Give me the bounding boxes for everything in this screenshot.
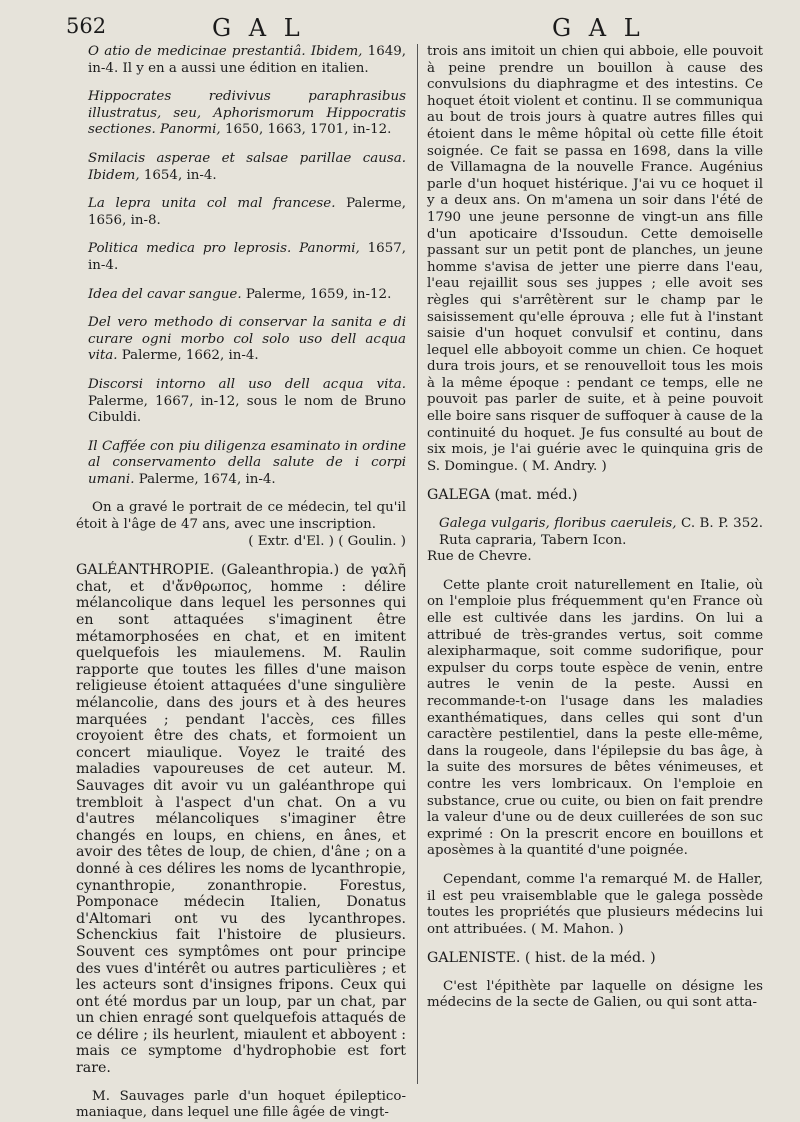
left-column-paragraph [76, 151, 406, 184]
paragraph-text: Palerme, 1659, in-12. [245, 286, 392, 302]
paragraph-text: Palerme, 1662, in-4. [121, 348, 259, 364]
paragraph-text: 1649, in-4. Il y en a aussi une édition en italien. [88, 44, 407, 76]
italic-title: O atio de medicinae prestantiâ. Ibidem, [88, 44, 363, 59]
italic-title: Hippocrates redivivus paraphrasibus illustratus, seu, Aphorismorum Hippocratis sectiones. Panormi, [88, 89, 406, 138]
page-header [0, 14, 800, 44]
italic-title: Discorsi intorno all uso dell acqua vita. [88, 376, 406, 392]
paragraph-text: 1654, in-4. [143, 167, 217, 183]
paragraph-text: On a gravé le portrait de ce médecin, tel qu'il étoit à l'âge de 47 ans, avec une inscription. [76, 500, 406, 533]
right-column-paragraph [427, 872, 763, 938]
left-column-paragraph [76, 439, 406, 489]
italic-title: Del vero methodo di conservar la sanita e di curare ogni morbo col solo uso dell acqua vita. [88, 315, 406, 364]
running-title-left: G A L [212, 14, 305, 42]
italic-title: Galega vulgaris, floribus caeruleis, [439, 516, 677, 532]
paragraph-text: M. Sauvages parle d'un hoquet épileptico-maniaque, dans lequel une fille âgée de vingt- [76, 1088, 406, 1121]
italic-title: Smilacis asperae et salsae parillae causa. Ibidem, [88, 150, 406, 183]
paragraph-text: Palerme, 1656, in-8. [88, 196, 406, 228]
right-column-paragraph [427, 487, 763, 504]
paragraph-text: Palerme, 1674, in-4. [138, 471, 276, 487]
paragraph-text: C. B. P. 352. Ruta capraria, Tabern Icon. [439, 516, 763, 548]
paragraph-text: C'est l'épithète par laquelle on désigne les médecins de la secte de Galien, ou qui sont atta- [427, 978, 763, 1011]
left-column-paragraph [76, 377, 406, 427]
left-column-paragraph [76, 89, 406, 139]
paragraph-text: GALENISTE. ( hist. de la méd. ) [427, 950, 656, 967]
italic-title: La lepra unita col mal francese. [88, 196, 336, 212]
paragraph-text: Cette plante croit naturellement en Italie, où on l'emploie plus fréquemment qu'en France où elle est cultivée dans les jardins. On lui a attribué de très-grandes vertus, soit comme alexipharmaque, soit comme sudorifique, pour expulser du corps toute espèce de venin, entre autres le venin de la peste. Aussi en recommande-t-on l'usage dans les maladies exanthématiques, dans celles qui sont d'un caractère pestilentiel, dans la peste elle-même, dans la rougeole, dans l'épilepsie du bas âge, à la suite des morsures de bêtes vénimeuses, et contre les vers lombricaux. On l'emploie en substance, crue ou cuite, ou bien on fait prendre la valeur d'une ou de deux cuillerées de son suc exprimé : On la prescrit encore en bouillons et aposèmes à la quantité d'une poignée. [427, 577, 763, 859]
paragraph-text: 1657, in-4. [88, 241, 406, 273]
right-column-paragraph [427, 44, 763, 475]
column-divider [417, 44, 418, 1084]
paragraph-text: Rue de Chevre. [427, 549, 532, 565]
paragraph-text: Palerme, 1667, in-12, sous le nom de Bruno Cibuldi. [88, 393, 406, 426]
right-column-paragraph [427, 516, 763, 549]
paragraph-text: Cependant, comme l'a remarqué M. de Haller, il est peu vraisemblable que le galega possède toutes les propriétés que plusieurs médecins lui ont attribuées. ( M. Mahon. ) [427, 871, 763, 937]
right-column [427, 44, 763, 1012]
left-column-paragraph [76, 196, 406, 229]
page-number: 562 [66, 14, 107, 38]
right-column-paragraph [427, 979, 763, 1012]
italic-title: Idea del cavar sangue. [88, 286, 242, 302]
left-column-paragraph [76, 287, 406, 304]
italic-title: Politica medica pro leprosis. Panormi, [88, 241, 360, 257]
left-column [76, 44, 406, 1122]
paragraph-text: GALEGA (mat. méd.) [427, 487, 578, 504]
right-column-paragraph [427, 578, 763, 860]
paragraph-text: 1650, 1663, 1701, in-12. [224, 122, 392, 138]
running-title-right: G A L [552, 14, 645, 42]
left-column-paragraph [76, 241, 406, 274]
right-column-paragraph [427, 950, 763, 967]
left-column-paragraph [76, 562, 406, 1076]
paragraph-text: GALÉANTHROPIE. (Galeanthropia.) de γαλῆ chat, et d'ἄνθρωπος, homme : délire mélancolique dans lequel les personnes qui en sont attaquées s'imaginent être métamorphosées en chat, et en imitent quelquefois les miaulemens. M. Raulin rapporte que toutes les filles d'une maison religieuse étoient attaquées d'une singulière mélancolie, dans des jours et à des heures marquées ; pendant l'accès, ces filles croyoient être des chats, et formoient un concert miaulique. Voyez le traité des maladies vapoureuses de cet auteur. M. Sauvages dit avoir vu un galéanthrope qui trembloit à l'aspect d'un chat. On a vu d'autres mélancoliques s'imaginer être changés en loups, en chiens, en ânes, et avoir des têtes de loup, de chien, d'âne ; on a donné à ces délires les noms de lycanthropie, cynanthropie, zonanthropie. Forestus, Pomponace médecin Italien, Donatus d'Altomari ont vu des lycanthropes. Schenckius fait l'histoire de plusieurs. Souvent ces symptômes ont pour principe des vues d'intérêt ou autres particulières ; et les acteurs sont d'insignes fripons. Ceux qui ont été mordus par un loup, par un chat, par un chien enragé sont quelquefois attaqués de ce délire ; ils heurlent, miaulent et abboyent : mais ce symptome d'hydrophobie est fort rare. [76, 562, 406, 1077]
left-column-paragraph [76, 500, 406, 533]
left-column-paragraph [76, 1089, 406, 1122]
italic-title: Il Caffée con piu diligenza esaminato in ordine al conservamento della salute de i corpi umani. [88, 438, 406, 487]
left-column-paragraph [76, 534, 406, 551]
paragraph-text: trois ans imitoit un chien qui abboie, elle pouvoit à peine prendre un bouillon à cause des convulsions du diaphragme et des intestins. Ce hoquet étoit violent et continu. Il se communiqua au bout de trois jours à quatre autres filles qui étoient dans le même hôpital où cette fille étoit soignée. Ce fait se passa en 1698, dans la ville de Villamagna de la nouvelle France. Augénius parle d'un hoquet histérique. J'ai vu ce hoquet il y a deux ans. On m'amena un soir dans l'été de 1790 une jeune personne de vingt-un ans fille d'un apoticaire d'Issoudun. Cette demoiselle passant sur un petit pont de planches, un jeune homme s'avisa de jetter une pierre dans l'eau, l'eau rejaillit sous ses juppes ; elle avoit ses règles qui s'arrêtèrent sur le champ par le saisissement qu'elle éprouva ; elle fut à l'instant saisie d'un hoquet convulsif et continu, dans lequel elle abboyoit comme un chien. Ce hoquet dura trois jours, et se renouvelloit tous les mois à la même époque : pendant ce temps, elle ne pouvoit pas parler de suite, et à peine pouvoit elle boire sans risquer de suffoquer à cause de la continuité du hoquet. Je fus consulté au bout de six mois, je l'ai guérie avec le quinquina gris de S. Domingue. ( M. Andry. ) [427, 44, 763, 474]
paragraph-text: ( Extr. d'El. ) ( Goulin. ) [248, 533, 406, 549]
right-column-paragraph [427, 549, 763, 566]
left-column-paragraph [76, 315, 406, 365]
left-column-paragraph [76, 44, 406, 77]
